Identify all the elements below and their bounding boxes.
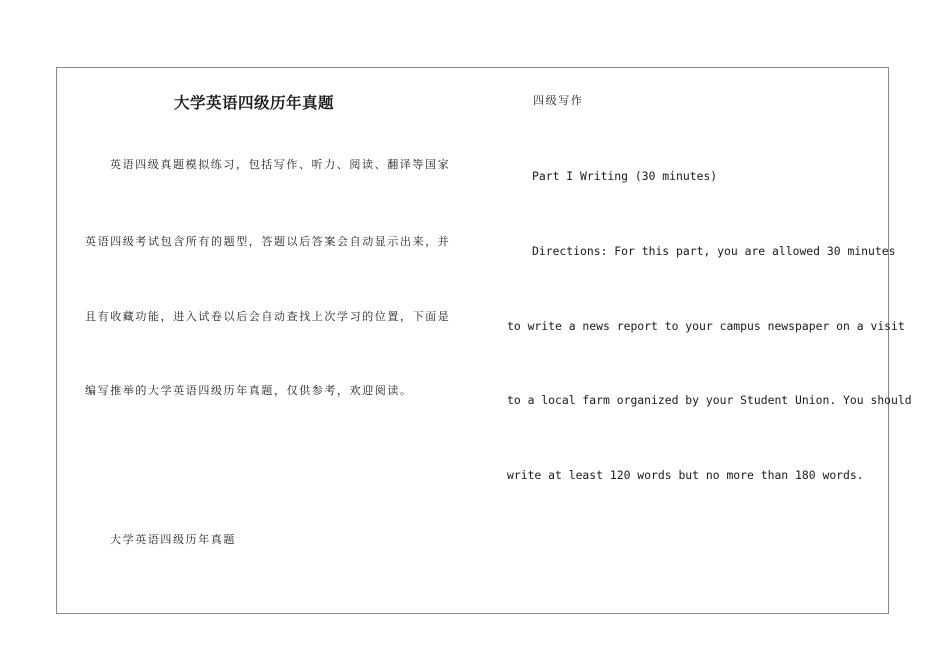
- directions-line-2: to write a news report to your campus newspaper on a visit: [507, 319, 905, 333]
- directions-line-4: write at least 120 words but no more than 180 words.: [507, 468, 864, 482]
- paragraph-line-2: 英语四级考试包含所有的题型，答题以后答案会自动显示出来，并: [85, 235, 451, 248]
- subheading: 大学英语四级历年真题: [110, 533, 236, 546]
- directions-line-3: to a local farm organized by your Student Union. You should: [507, 393, 912, 407]
- page-frame: [56, 67, 889, 614]
- paragraph-line-3: 且有收藏功能，进入试卷以后会自动查找上次学习的位置，下面是: [85, 310, 451, 323]
- document-title: 大学英语四级历年真题: [174, 94, 335, 112]
- directions-line-1: Directions: For this part, you are allowed 30 minutes: [532, 244, 896, 258]
- paragraph-line-4: 编写推举的大学英语四级历年真题，仅供参考，欢迎阅读。: [85, 384, 413, 397]
- section-heading: 四级写作: [533, 94, 584, 107]
- part-title: Part I Writing (30 minutes): [532, 169, 718, 183]
- paragraph-line-1: 英语四级真题模拟练习，包括写作、听力、阅读、翻译等国家: [110, 158, 451, 171]
